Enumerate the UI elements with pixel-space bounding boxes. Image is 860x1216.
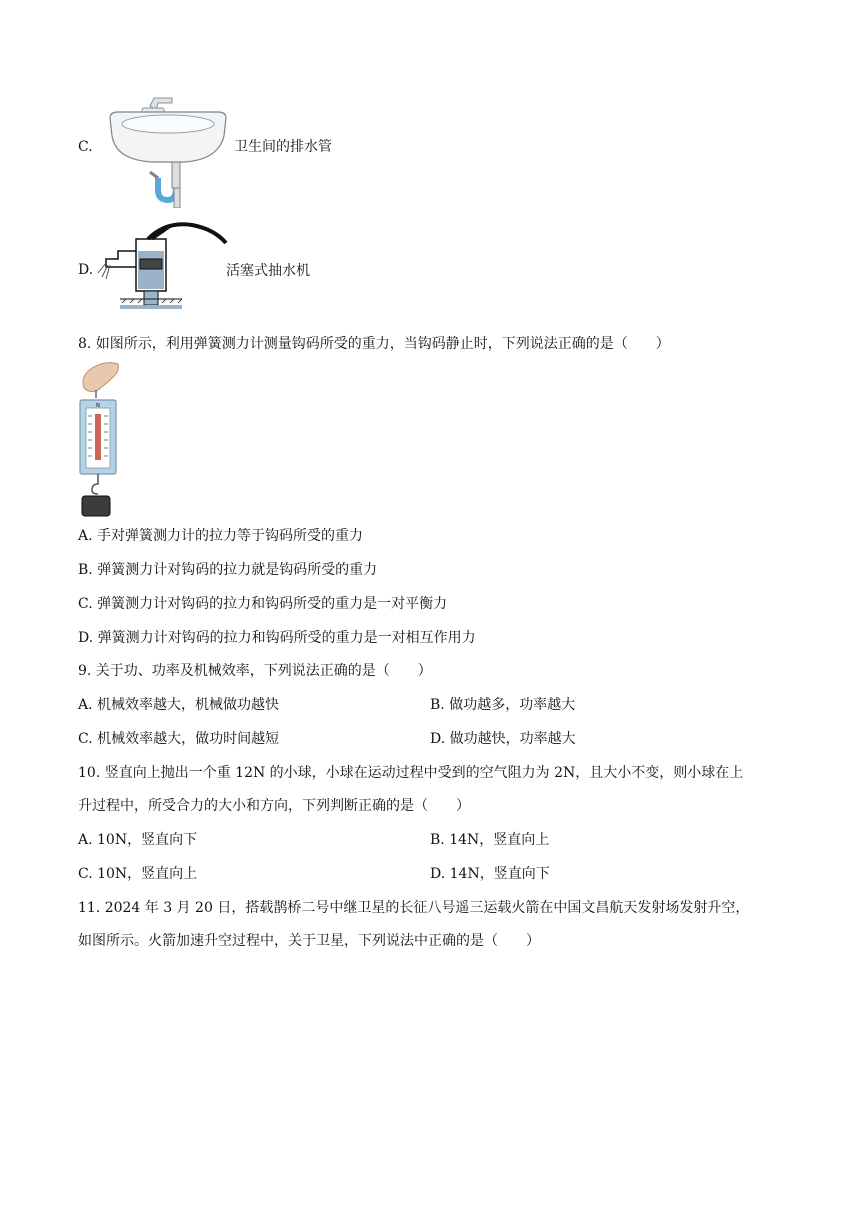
question-10-stem-line1: 10. 竖直向上抛出一个重 12N 的小球，小球在运动过程中受到的空气阻力为 2N，且大小不变，则小球在上 bbox=[78, 765, 744, 781]
question-8-option-d: D. 弹簧测力计对钩码的拉力和钩码所受的重力是一对相互作用力 bbox=[78, 630, 476, 646]
question-10-option-d: D. 14N，竖直向下 bbox=[430, 866, 550, 882]
question-10-stem-line2: 升过程中，所受合力的大小和方向，下列判断正确的是（ ） bbox=[78, 798, 470, 814]
question-9-option-a: A. 机械效率越大，机械做功越快 bbox=[78, 697, 280, 713]
spring-scale-illustration bbox=[76, 360, 124, 518]
question-9-option-b: B. 做功越多，功率越大 bbox=[430, 697, 576, 713]
option-d-caption: 活塞式抽水机 bbox=[226, 263, 310, 279]
scale-unit-label: N bbox=[96, 403, 100, 409]
question-8-option-b: B. 弹簧测力计对钩码的拉力就是钩码所受的重力 bbox=[78, 562, 378, 578]
question-9-stem: 9. 关于功、功率及机械效率，下列说法正确的是（ ） bbox=[78, 663, 432, 679]
question-10-option-a: A. 10N，竖直向下 bbox=[78, 832, 198, 848]
question-10-option-b: B. 14N，竖直向上 bbox=[430, 832, 550, 848]
question-11-stem-line2: 如图所示。火箭加速升空过程中，关于卫星，下列说法中正确的是（ ） bbox=[78, 933, 540, 949]
sink-drain-illustration bbox=[106, 96, 232, 208]
option-c-caption: 卫生间的排水管 bbox=[234, 139, 332, 155]
question-10-option-c: C. 10N，竖直向上 bbox=[78, 866, 198, 882]
question-9-option-d: D. 做功越快，功率越大 bbox=[430, 731, 576, 747]
question-11-stem-line1: 11. 2024 年 3 月 20 日，搭载鹊桥二号中继卫星的长征八号遥三运载火箭在中国文昌航天发射场发射升空， bbox=[78, 900, 750, 916]
question-8-stem: 8. 如图所示，利用弹簧测力计测量钩码所受的重力，当钩码静止时，下列说法正确的是（ ） bbox=[78, 336, 670, 352]
option-d-letter: D. bbox=[78, 262, 94, 278]
piston-pump-illustration bbox=[96, 217, 228, 311]
question-8-option-c: C. 弹簧测力计对钩码的拉力和钩码所受的重力是一对平衡力 bbox=[78, 596, 448, 612]
option-c-letter: C. bbox=[78, 139, 93, 155]
question-8-option-a: A. 手对弹簧测力计的拉力等于钩码所受的重力 bbox=[78, 528, 364, 544]
question-9-option-c: C. 机械效率越大，做功时间越短 bbox=[78, 731, 280, 747]
